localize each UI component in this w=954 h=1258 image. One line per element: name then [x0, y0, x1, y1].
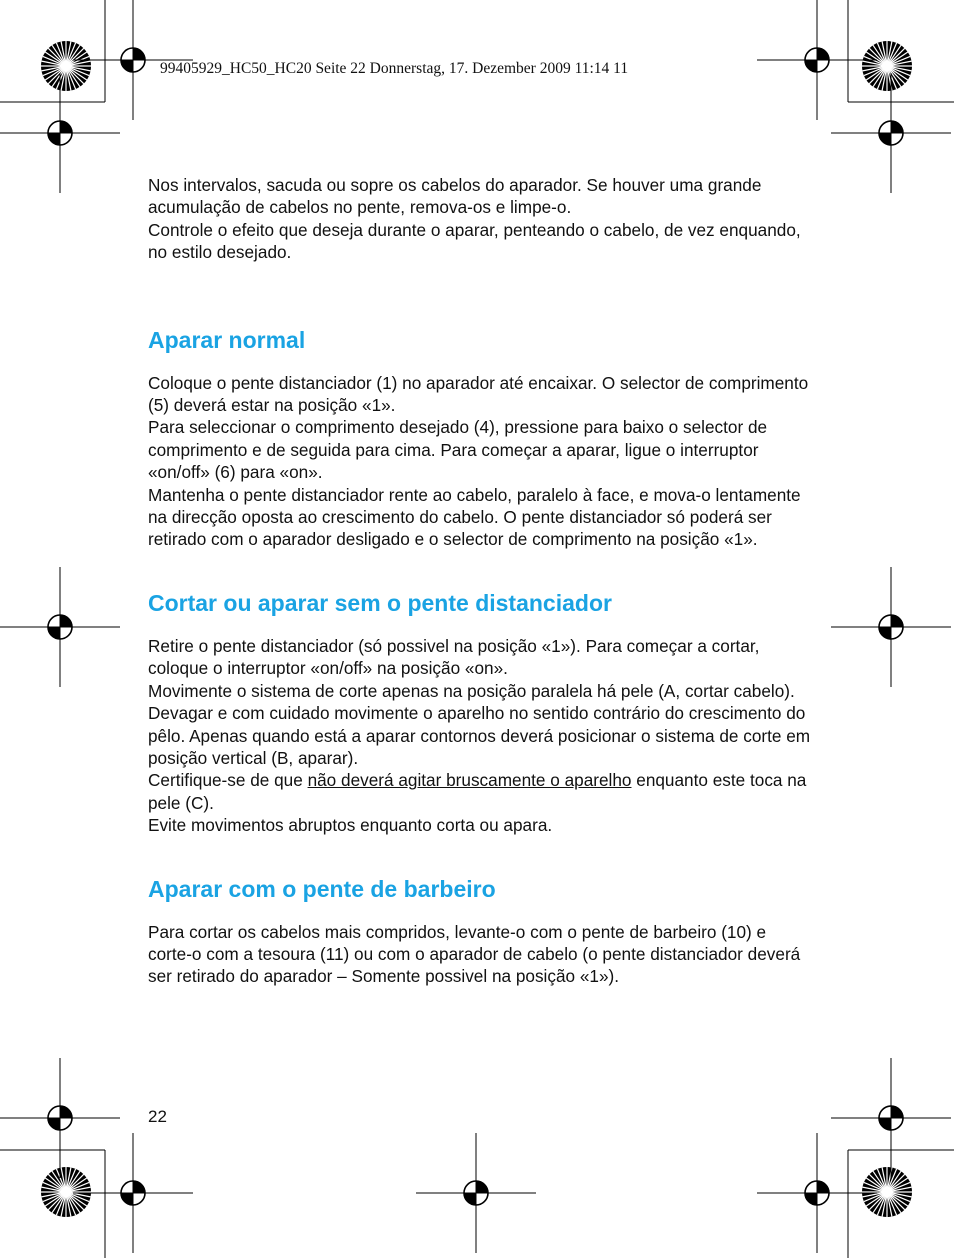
section-2-paragraph-2: Movimente o sistema de corte apenas na posição paralela há pele (A, cortar cabelo). Devagar e com cuidado movimente o aparelho no sentido contrário do crescimento do pêlo. Apenas quando está a aparar contornos deverá posicionar o sistema de corte em posição vertical (B, aparar). — [148, 680, 811, 768]
section-1-paragraph-3: Mantenha o pente distanciador rente ao cabelo, paralelo à face, e mova-o lentamente na direcção oposta ao crescimento do cabelo. O pente distanciador só poderá ser retirado com o aparador desligado e o selector de comprimento na posição «1». — [148, 484, 801, 550]
certify-text-post: enquanto este toca na pele (C). — [148, 770, 807, 813]
section-title-pente-de-barbeiro: Aparar com o pente de barbeiro — [148, 875, 496, 902]
section-title-cortar-sem-pente: Cortar ou aparar sem o pente distanciador — [148, 589, 612, 616]
page-content — [148, 174, 812, 988]
print-slug-header: 99405929_HC50_HC20 Seite 22 Donnerstag, 17. Dezember 2009 11:14 11 — [160, 60, 629, 77]
intro-paragraph-1: Nos intervalos, sacuda ou sopre os cabelos do aparador. Se houver uma grande acumulação de cabelos no pente, remova-os e limpe-o. — [148, 175, 762, 218]
certify-text-pre: Certifique-se de que — [148, 770, 308, 791]
section-1-paragraph-1: Coloque o pente distanciador (1) no aparador até encaixar. O selector de comprimento (5) deverá estar na posição «1». — [148, 372, 809, 416]
page-number: 22 — [148, 1107, 167, 1126]
underlined-warning: não deverá agitar bruscamente o aparelho — [307, 770, 632, 791]
section-title-aparar-normal: Aparar normal — [148, 326, 306, 353]
section-3-paragraph-1: Para cortar os cabelos mais compridos, levante-o com o pente de barbeiro (10) e corte-o com a tesoura (11) ou com o aparador de cabelo (o pente distanciador deverá ser retirado do aparador – Somente possivel na posição «1»). — [148, 921, 801, 987]
section-1-paragraph-2: Para seleccionar o comprimento desejado (4), pressione para baixo o selector de comprimento e de seguida para cima. Para começar a aparar, ligue o interruptor «on/off» (6) para «on». — [148, 417, 768, 483]
section-2-paragraph-1: Retire o pente distanciador (só possivel na posição «1»). Para começar a cortar, coloque o interruptor «on/off» na posição «on». — [148, 635, 760, 679]
section-2-paragraph-3 — [148, 769, 812, 814]
section-2-paragraph-4: Evite movimentos abruptos enquanto corta ou apara. — [148, 815, 553, 836]
intro-paragraph-2: Controle o efeito que deseja durante o aparar, penteando o cabelo, de vez enquando, no estilo desejado. — [148, 219, 801, 263]
